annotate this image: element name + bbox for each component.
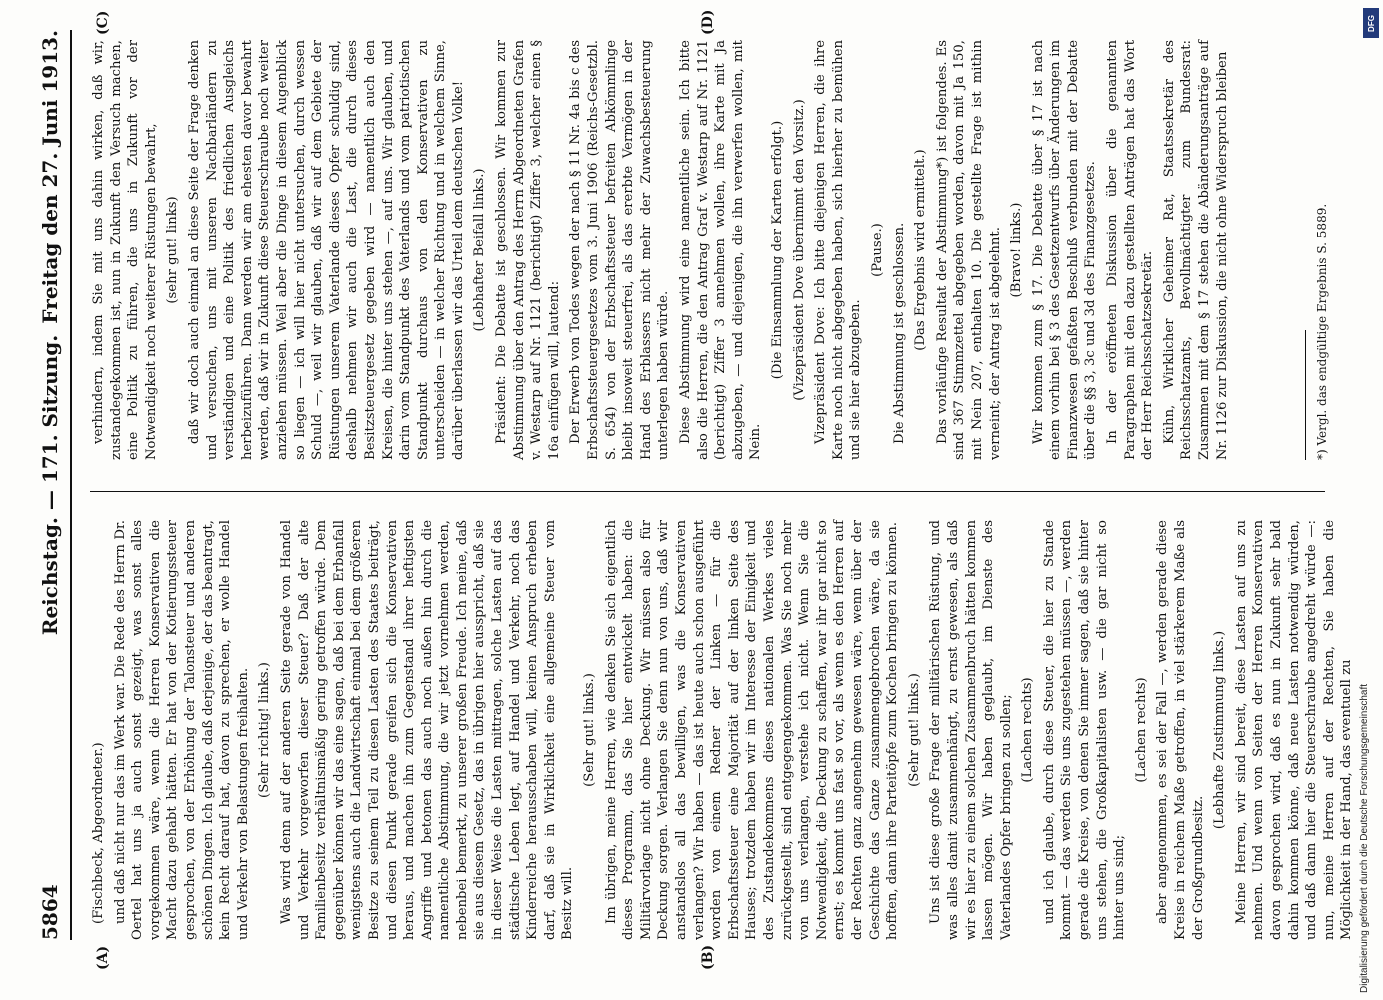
dfg-logo-text: DFG — [1366, 14, 1376, 32]
right-column-paragraph: Präsident: Die Debatte ist geschlossen. Wir kommen zur Abstimmung über den Antrag des Herrn Abgeordneten Grafen v. Westarp auf Nr. 1121 (berichtigt) Ziffer 3, welcher einen § 16a einfügen will, lautend: — [494, 40, 562, 460]
margin-mark-a: (A) — [95, 945, 111, 970]
left-column-paragraph: (Sehr richtig! links.) — [257, 662, 273, 798]
right-column-paragraph: (Die Einsammlung der Karten erfolgt.) — [769, 120, 785, 380]
left-column-paragraph: aber angenommen, es sei der Fall —, werden gerade diese Kreise in reichem Maße getroffen, in viel stärkerem Maße als der Großgrundbesitz. — [1155, 520, 1206, 940]
left-column-paragraph: und daß nicht nur das im Werk war. Die Rede des Herrn Dr. Oertel hat uns ja auch sonst gezeigt, was sonst alles vorgekommen wäre, wenn die Herren Konservativen die Macht dazu gehabt hätten. Er hat von der Kotierungssteuer gesprochen, von der Erhöhung der Talonsteuer und anderen schönen Dingen. Ich glaube, daß derjenige, der das beantragt, kein Recht darauf hat, davon zu sprechen, er wolle Handel und Verkehr von Belastungen freihalten. — [112, 520, 251, 940]
right-column-paragraph: (Das Ergebnis wird ermittelt.) — [913, 149, 929, 351]
right-column-paragraph: (Vizepräsident Dove übernimmt den Vorsitz.) — [791, 99, 807, 401]
running-header — [30, 30, 70, 940]
left-column-paragraph: (Fischbeck, Abgeordneter.) — [91, 742, 106, 924]
right-column-paragraph: Diese Abstimmung wird eine namentliche sein. Ich bitte also die Herren, die den Antrag Graf v. Westarp auf Nr. 1121 (berichtigt) Ziffer 3 annehmen wollen, ihre Karte mit Ja abzugeben, — und diejenigen, die ihn verwerfen wollen, mit Nein. — [678, 40, 764, 460]
right-column-paragraph: (Bravo! links.) — [1009, 202, 1025, 298]
left-column-paragraph: Was wird denn auf der anderen Seite gerade von Handel und Verkehr vorgeworfen dieser Steuer? Daß der alte Familienbesitz verhältnismäßig gering getroffen würde. Dem gegenüber können wir das eine sagen, daß bei dem Erbanfall wenigstens auch die Landwirtschaft einmal bei dem größeren Besitze zu seinem Teil zu diesen Lasten des Staates beiträgt, und diesen Punkt gerade greifen sich die Konservativen heraus, und machen ihn zum Gegenstand ihrer heftigsten Angriffe und betonen das auch noch außen hin durch die namentliche Abstimmung, die wir jetzt vornehmen werden, nebenbei bemerkt, zu unserer großen Freude. Ich meine, daß sie aus diesem Gesetz, das in übrigen hier ausspricht, daß sie in dieser Weise die Lasten mittragen, solche Lasten auf das städtische Leben legt, auf Handel und Verkehr, noch das Kinderreiche herausschaben will, keinen Anspruch erheben darf, daß sie in Wirklichkeit eine allgemeine Steuer vom Besitz will. — [278, 520, 576, 940]
right-column-paragraph: Der Erwerb von Todes wegen der nach § 11 Nr. 4a bis c des Erbschaftssteuergesetzes vom 3. Juni 1906 (Reichs-Gesetzbl. S. 654) von der Erbschaftssteuer befreiten Abkömmlinge bleibt insoweit steuerfrei, als das ererbte Vermögen in der Hand des Erblassers nicht mehr der Zuwachsbesteuerung unterlegen haben würde. — [568, 40, 672, 460]
session-title: Reichstag. — 171. Sitzung. — [38, 334, 62, 636]
right-column-paragraph: (Pause.) — [869, 223, 885, 277]
left-column-paragraph: und ich glaube, durch diese Steuer, die hier zu Stande kommt — das werden Sie uns zugestehen müssen —, werden gerade die Kreise, von denen Sie immer sagen, daß sie hinter uns stehen, die Großkapitalisten usw. — die gar nicht so hinter uns sind; — [1041, 520, 1128, 940]
right-column-paragraph: (sehr gut! links) — [165, 196, 181, 304]
right-column-paragraph: daß wir doch auch einmal an diese Seite der Frage denken und versuchen, uns mit unseren Nachbarländern zu verständigen und eine Politik des friedlichen Ausgleichs herbeizuführen. Dann werden wir am ehesten davor bewahrt werden, daß wir in Zukunft diese Steuerschraube noch weiter anziehen müssen. Weil aber die Dinge in diesem Augenblick so liegen — ich will hier nicht untersuchen, durch wessen Schuld —, weil wir glauben, daß wir auf dem Gebiete der Rüstungen unserem Vaterlande dieses Opfer schuldig sind, deshalb nehmen wir auch die Last, die durch dieses Besitzsteuergesetz gegeben wird — namentlich auch den Kreisen, die hinter uns stehen —, auf uns. Wir glauben, und darin vom Standpunkt des Vaterlands und vom patriotischen Standpunkt durchaus von den Konservativen zu unterscheiden — in welcher Richtung und in welchem Sinne, darüber überlassen wir das Urteil dem deutschen Volke! — [186, 40, 466, 460]
right-column-paragraph: In der eröffneten Diskussion über die genannten Paragraphen mit den dazu gestellten Anträgen hat das Wort der Herr Reichsschatzsekretär. — [1105, 40, 1156, 460]
right-column-paragraph: (Lebhafter Beifall links.) — [472, 168, 488, 332]
margin-mark-b: (B) — [700, 944, 716, 970]
digitization-note — [1359, 8, 1377, 993]
header-rule — [70, 30, 72, 940]
digitization-credit: Digitalisierung gefördert durch die Deutsche Forschungsgemeinschaft — [1359, 683, 1370, 993]
left-column-paragraph: Im übrigen, meine Herren, wie denken Sie sich eigentlich dieses Programm, das Sie hier entwickelt haben: die Militärvorlage nicht ohne Deckung. Wir müssen also für Deckung sorgen. Verlangen Sie denn nun von uns, daß wir anstandslos all das bewilligen, was die Konservativen verlangen? Wir haben — das ist heute auch schon ausgeführt worden von einem Redner der Linken — für die Erbschaftssteuer eine Majorität auf der linken Seite des Hauses; trotzdem haben wir im Interesse der Einigkeit und des Zustandekommens dieses nationalen Werkes vieles zurückgestellt, sind entgegengekommen. Was Sie noch mehr von uns verlangen, verstehe ich nicht. Wenn Sie die Notwendigkeit, die Deckung zu schaffen, war ihr gar nicht so ernst; es kommt uns fast so vor, als wenn es den Herren auf der Rechten ganz angenehm gewesen wäre, wenn über der Geschichte das Ganze zusammengebrochen wäre, da sie hofften, dann ihre Parteitöpfe zum Kochen bringen zu können. — [603, 520, 901, 940]
left-column-paragraph: (Sehr gut! links.) — [582, 673, 598, 787]
page-number: 5864 — [38, 884, 62, 940]
margin-mark-c: (C) — [95, 10, 111, 35]
right-column-paragraph: verhindern, indem Sie mit uns dahin wirken, daß wir, zustandegekommen ist, nun in Zukunft den Versuch machen, eine Politik zu führen, die uns in Zukunft vor der Notwendigkeit noch weiterer Rüstungen bewahrt, — [91, 40, 159, 460]
left-column-paragraph: Meine Herren, wir sind bereit, diese Lasten auf uns zu nehmen. Und wenn von Seiten der Herren Konservativen davon gesprochen wird, daß es nun in Zukunft sehr bald dahin kommen könne, daß neue Lasten notwendig würden, und daß dann hier die Steuerschraube angedreht würde —: nun, meine Herren auf der Rechten, Sie haben die Möglichkeit in der Hand, das eventuell zu — [1233, 520, 1355, 940]
margin-mark-d: (D) — [700, 9, 716, 35]
left-column-paragraph: (Lachen rechts) — [1133, 677, 1149, 783]
left-column — [90, 520, 1360, 940]
left-column-paragraph: (Lachen rechts) — [1020, 677, 1036, 783]
left-column-paragraph: (Lebhafte Zustimmung links.) — [1212, 630, 1228, 830]
left-column-paragraph: Uns ist diese große Frage der militärischen Rüstung, und was alles damit zusammenhängt, zu ernst gewesen, als daß wir es hier zu einem solchen Zusammenbruch hätten kommen lassen mögen. Wir haben geglaubt, im Dienste des Vaterlandes Opfer bringen zu sollen; — [928, 520, 1014, 940]
right-column — [90, 40, 1235, 460]
left-column-paragraph: (Sehr gut! links.) — [906, 673, 922, 787]
column-divider — [90, 491, 1325, 492]
right-column-paragraph: Das vorläufige Resultat der Abstimmung*) ist folgendes. Es sind 367 Stimmzettel abgegeben worden, davon mit Ja 150, mit Nein 207, enthalten 10. Die gestellte Frage ist mithin verneint; der Antrag ist abgelehnt. — [934, 40, 1003, 460]
right-column-paragraph: Die Abstimmung ist geschlossen. — [891, 222, 907, 444]
footnote-rule — [1305, 330, 1306, 460]
footnote: *) Vergl. das endgültige Ergebnis S. 5889. — [1315, 203, 1329, 460]
right-column-paragraph: Vizepräsident Dove: Ich bitte diejenigen Herren, die ihre Karte noch nicht abgegeben haben, sich hierher zu bemühen und sie hier abzugeben. — [813, 40, 864, 460]
dfg-logo — [1363, 8, 1379, 38]
right-column-paragraph: Kühn, Wirklicher Geheimer Rat, Staatssekretär des Reichsschatzamts, Bevollmächtigter zum Bundesrat: Zusammen mit dem § 17 stehen die Abänderungsanträge auf Nr. 1126 zur Diskussion, die nicht ohne Widerspruch bleiben — [1161, 40, 1230, 460]
right-column-paragraph: Wir kommen zum § 17. Die Debatte über § 17 ist nach einem vorhin bei § 3 des Gesetzentwurfs über Änderungen im Finanzwesen gefaßten Beschluß verbunden mit der Debatte über die §§ 3, 3c und 3d des Finanzgesetzes. — [1030, 40, 1099, 460]
session-date: Freitag den 27. Juni 1913. — [38, 30, 62, 324]
